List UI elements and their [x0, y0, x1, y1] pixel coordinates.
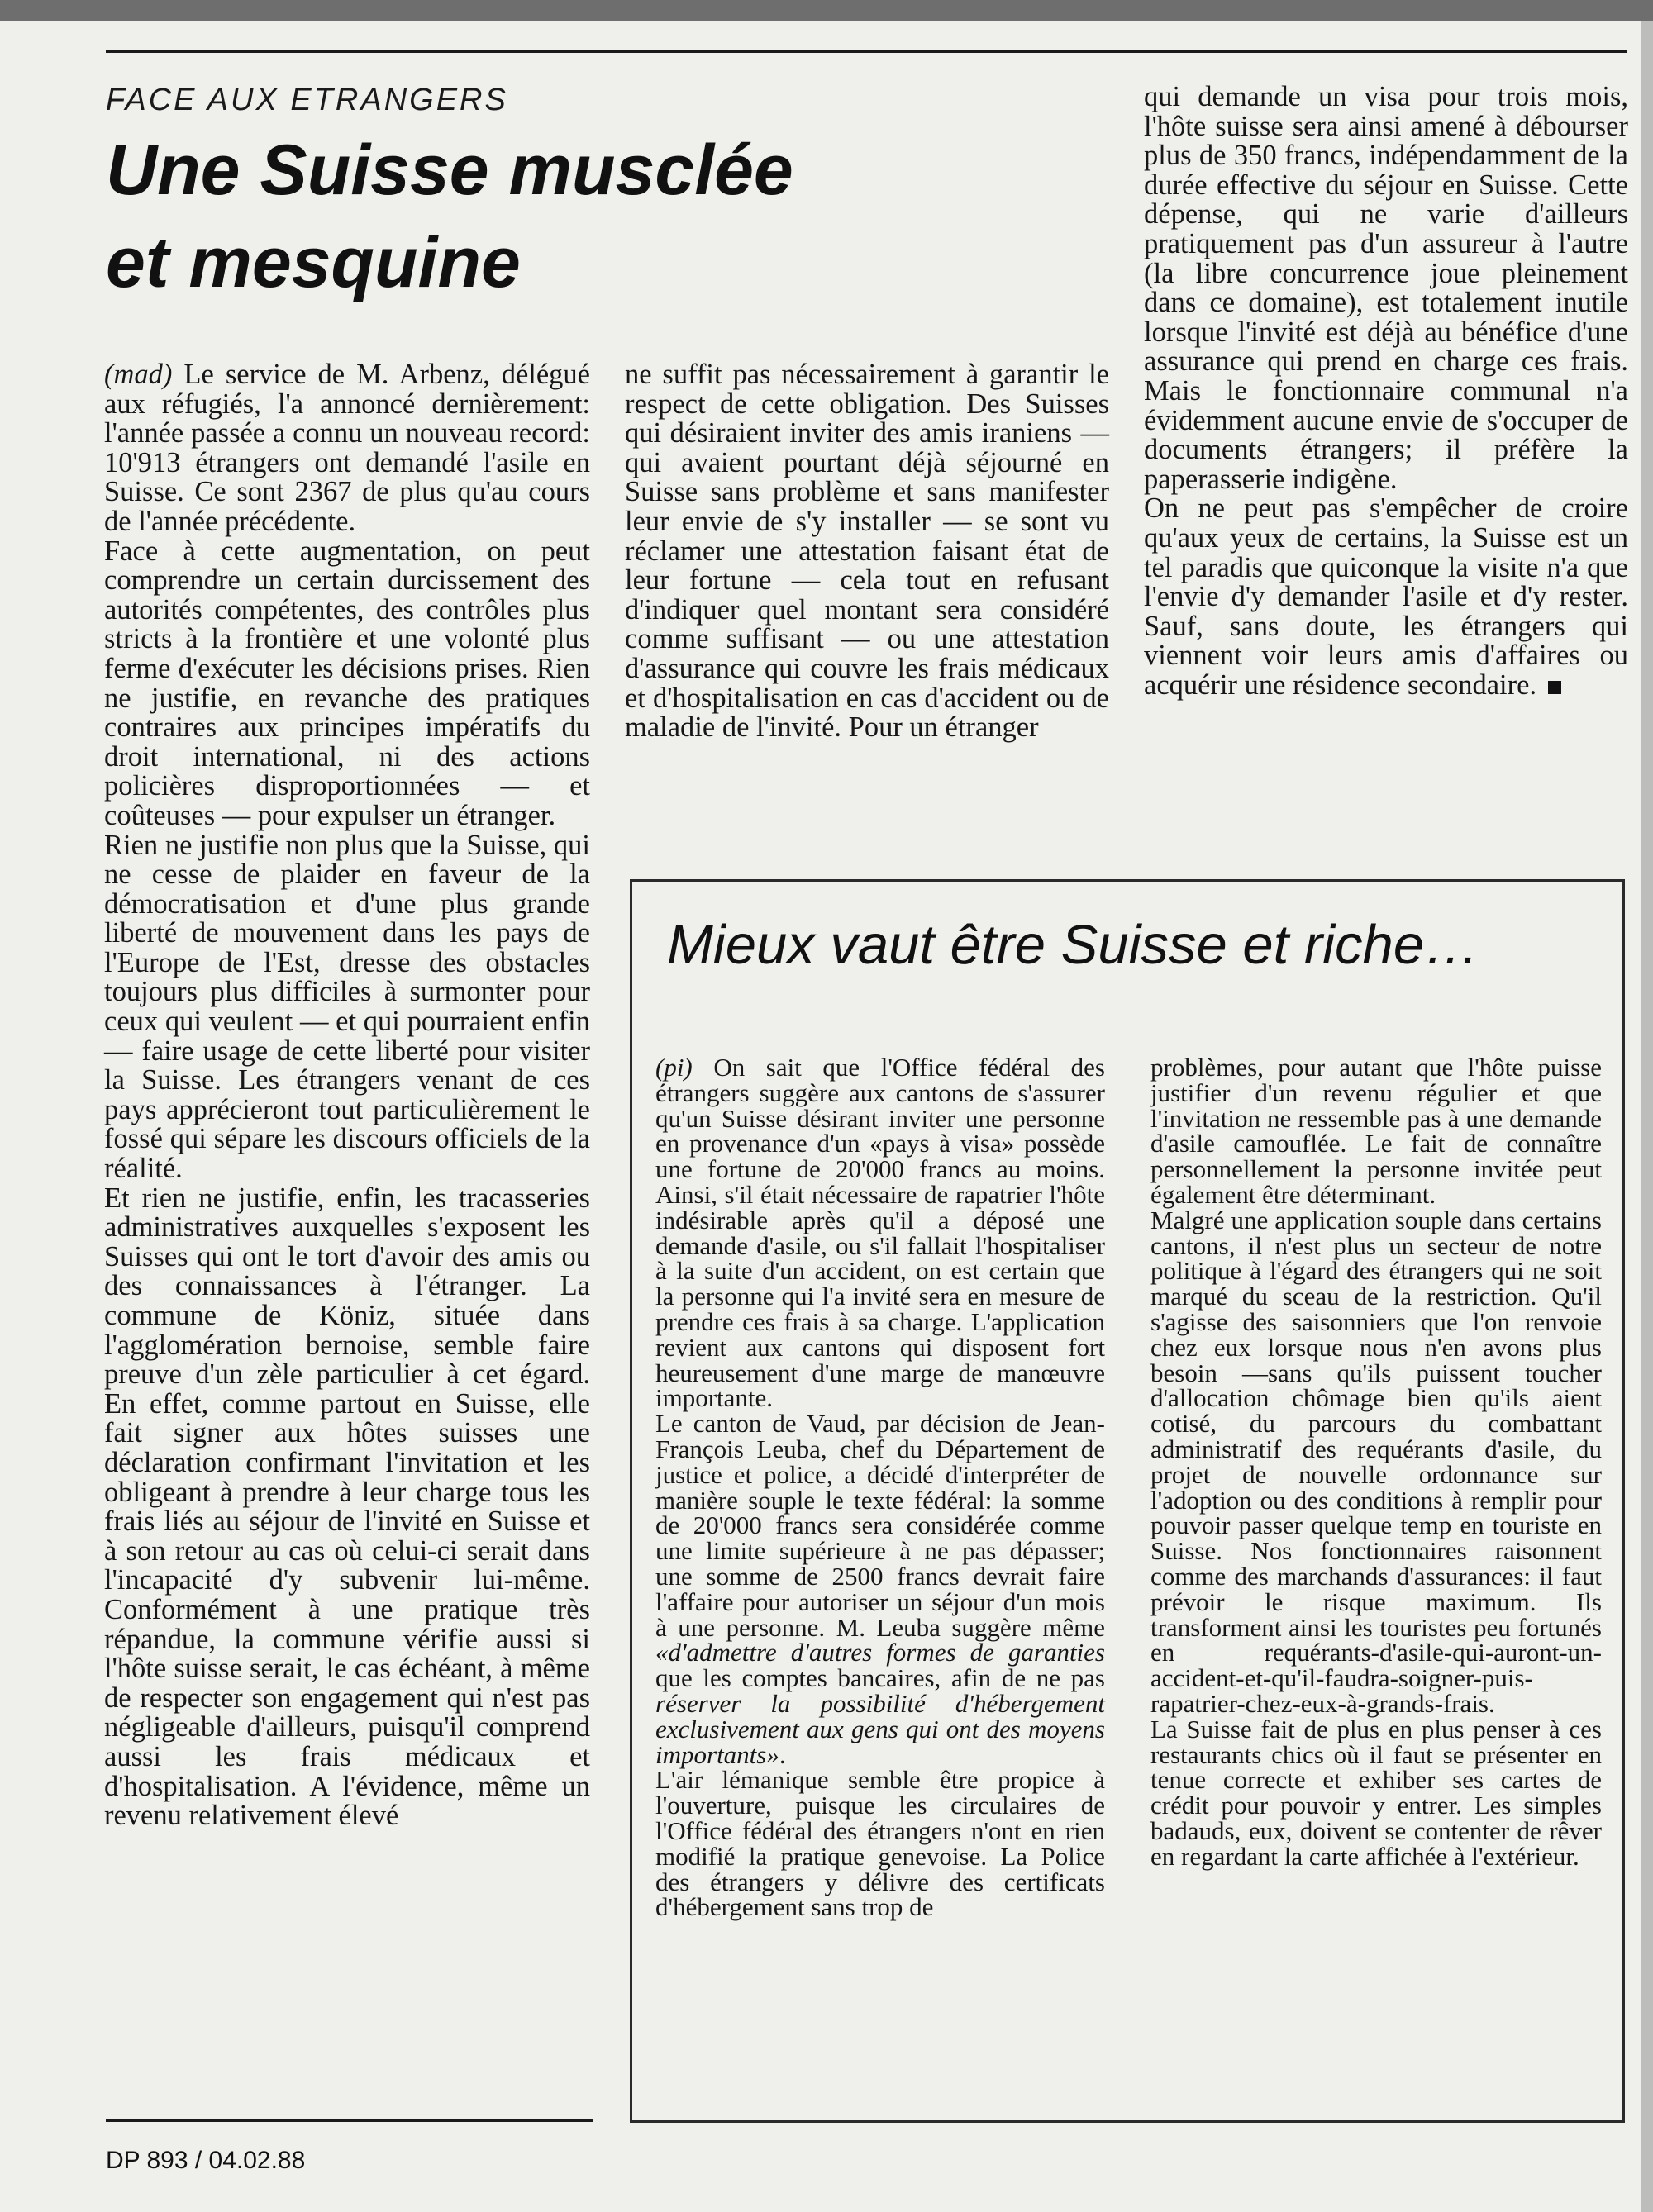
scan-right-edge [1641, 21, 1653, 2212]
article-kicker: FACE AUX ETRANGERS [106, 83, 508, 117]
article-column-1 [104, 360, 590, 1831]
article-paragraph: Rien ne justifie non plus que la Suisse, qui ne cesse de plaider en faveur de la démocratisation et d'une plus grande liberté de mouvement dans les pays de l'Europe de l'Est, dresse des obstacles toujours plus difficiles à surmonter pour ceux qui veulent — et qui pourraient enfin — faire usage de cette liberté pour visiter la Suisse. Les étrangers venant de ces pays apprécieront tout particulièrement le fossé qui sépare les discours officiels de la réalité. [104, 829, 590, 1185]
article-paragraph: Et rien ne justifie, enfin, les tracasseries administratives auxquelles s'exposent les Suisses qui ont le tort d'avoir des amis ou des connaissances à l'étranger. La commune de Köniz, située dans l'agglomération bernoise, semble faire preuve d'un zèle particulier à cet égard. En effet, comme partout en Suisse, elle fait signer aux hôtes suisses une déclaration confirmant l'invitation et les obligeant à prendre à leur charge tous les frais liés au séjour de l'invité en Suisse et à son retour au cas où celui-ci serait dans l'incapacité d'y subvenir lui-même. Conformément à une pratique très répandue, la commune vérifie aussi si l'hôte suisse serait, le cas échéant, à même de respecter son engagement qui n'est pas négligeable d'ailleurs, puisqu'il comprend aussi les frais médicaux et d'hospitalisation. A l'évidence, même un revenu relativement élevé [104, 1182, 590, 1832]
quote-italic: «d'admettre d'autres formes de garanties [655, 1638, 1105, 1667]
sidebar-paragraph: L'air lémanique semble être propice à l'ouverture, puisque les circulaires de l'Office fédéral des étrangers n'ont en rien modifié la pratique genevoise. La Police des étrangers y délivre des certificats d'hébergement sans trop de [655, 1765, 1105, 1922]
sidebar-box [630, 879, 1625, 2123]
bottom-rule [106, 2119, 593, 2122]
article-headline: Une Suisse musclée et mesquine [106, 131, 793, 302]
sidebar-paragraph: Le canton de Vaud, par décision de Jean-François Leuba, chef du Département de justice et police, a décidé d'interpréter de manière souple le texte fédéral: la somme de 20'000 francs sera considérée comme une limite supérieure à ne pas dépasser; une somme de 2500 francs devrait faire l'affaire pour autoriser un séjour d'un mois à une personne. M. Leuba suggère même «d'admettre d'autres formes de garanties que les comptes bancaires, afin de ne pas réserver la possibilité d'hébergement exclusivement aux gens qui ont des moyens importants». [655, 1409, 1105, 1769]
issue-footer: DP 893 / 04.02.88 [106, 2147, 306, 2174]
article-column-3 [1144, 83, 1628, 700]
sidebar-title: Mieux vaut être Suisse et riche… [667, 914, 1480, 976]
author-initials: (pi) [655, 1053, 693, 1082]
top-rule [106, 50, 1627, 53]
sidebar-column-2 [1150, 1055, 1602, 1870]
article-column-2 [625, 360, 1109, 743]
sidebar-paragraph: problèmes, pour autant que l'hôte puisse justifier d'un revenu régulier et que l'invitation ne ressemble pas à une demande d'asile camouflée. Le fait de connaître personnellement la personne invitée peut également être déterminant. [1150, 1053, 1602, 1209]
sidebar-column-1 [655, 1055, 1105, 1920]
article-paragraph: Face à cette augmentation, on peut comprendre un certain durcissement des autorités compétentes, des contrôles plus stricts à la frontière et une volonté plus ferme d'exécuter les décisions prises. Rien ne justifie, en revanche des pratiques contraires aux principes impératifs du droit international, ni des actions policières disproportionnées — et coûteuses — pour expulser un étranger. [104, 535, 590, 831]
article-paragraph: On ne peut pas s'empêcher de croire qu'aux yeux de certains, la Suisse est un tel paradis que quiconque la visite n'a que l'envie d'y demander l'asile et d'y rester. Sauf, sans doute, les étrangers qui viennent voir leurs amis d'affaires ou acquérir une résidence secondaire. [1144, 492, 1628, 701]
quote-italic: réserver la possibilité d'hébergement exclusivement aux gens qui ont des moyens importants» [655, 1688, 1105, 1769]
article-paragraph: ne suffit pas nécessairement à garantir le respect de cette obligation. Des Suisses qui désiraient inviter des amis iraniens — qui avaient pourtant déjà séjourné en Suisse sans problème et sans manifester leur envie de s'y installer — se sont vu réclamer une attestation faisant état de leur fortune — cela tout en refusant d'indiquer quel montant sera considéré comme suffisant — ou une attestation d'assurance qui couvre les frais médicaux et d'hospitalisation en cas d'accident ou de maladie de l'invité. Pour un étranger [625, 359, 1109, 744]
sidebar-paragraph: La Suisse fait de plus en plus penser à ces restaurants chics où il faut se présenter en tenue correcte et exhiber ses cartes de crédit pour pouvoir y entrer. Les simples badauds, eux, doivent se contenter de rêver en regardant la carte affichée à l'extérieur. [1150, 1714, 1602, 1871]
author-initials: (mad) [104, 359, 173, 390]
article-paragraph: (mad) Le service de M. Arbenz, délégué aux réfugiés, l'a annoncé dernièrement: l'année passée a connu un nouveau record: 10'913 étrangers ont demandé l'asile en Suisse. Ce sont 2367 de plus qu'au cours de l'année précédente. [104, 359, 590, 537]
sidebar-paragraph: Malgré une application souple dans certains cantons, il n'est plus un secteur de notre politique à l'égard des étrangers qui ne soit marqué du sceau de la restriction. Qu'il s'agisse des saisonniers que l'on renvoie chez eux lorsque nous n'en avons plus besoin —sans qu'ils puissent toucher d'allocation chômage bien qu'ils aient cotisé, du parcours du combattant administratif des requérants d'asile, du projet de nouvelle ordonnance sur l'adoption ou des conditions à remplir pour pouvoir passer quelque temp en touriste en Suisse. Nos fonctionnaires raisonnent comme des marchands d'assurances: il faut prévoir le risque maximum. Ils transforment ainsi les touristes peu fortunés en requérants-d'asile-qui-auront-un-accident-et-qu'il-faudra-soigner-puis-rapatrier-chez-eux-à-grands-frais. [1150, 1205, 1602, 1718]
end-of-article-mark [1548, 681, 1561, 694]
scan-top-border [0, 0, 1653, 21]
sidebar-paragraph: (pi) On sait que l'Office fédéral des étrangers suggère aux cantons de s'assurer qu'un Suisse désirant inviter une personne en provenance d'un «pays à visa» possède une fortune de 20'000 francs au moins. Ainsi, s'il était nécessaire de rapatrier l'hôte indésirable après qu'il a déposé une demande d'asile, ou s'il fallait l'hospitaliser à la suite d'un accident, on est certain que la personne qui l'a invité sera en mesure de prendre ces frais à sa charge. L'application revient aux cantons qui disposent fort heureusement d'une marge de manœuvre importante. [655, 1053, 1105, 1413]
article-paragraph: qui demande un visa pour trois mois, l'hôte suisse sera ainsi amené à débourser plus de 350 francs, indépendamment de la durée effective du séjour en Suisse. Cette dépense, qui ne varie d'ailleurs pratiquement pas d'un assureur à l'autre (la libre concurrence joue pleinement dans ce domaine), est totalement inutile lorsque l'invité est déjà au bénéfice d'une assurance qui prend en charge ces frais. Mais le fonctionnaire communal n'a évidemment aucune envie de s'occuper de documents étrangers; il préfère la paperasserie indigène. [1144, 81, 1628, 495]
